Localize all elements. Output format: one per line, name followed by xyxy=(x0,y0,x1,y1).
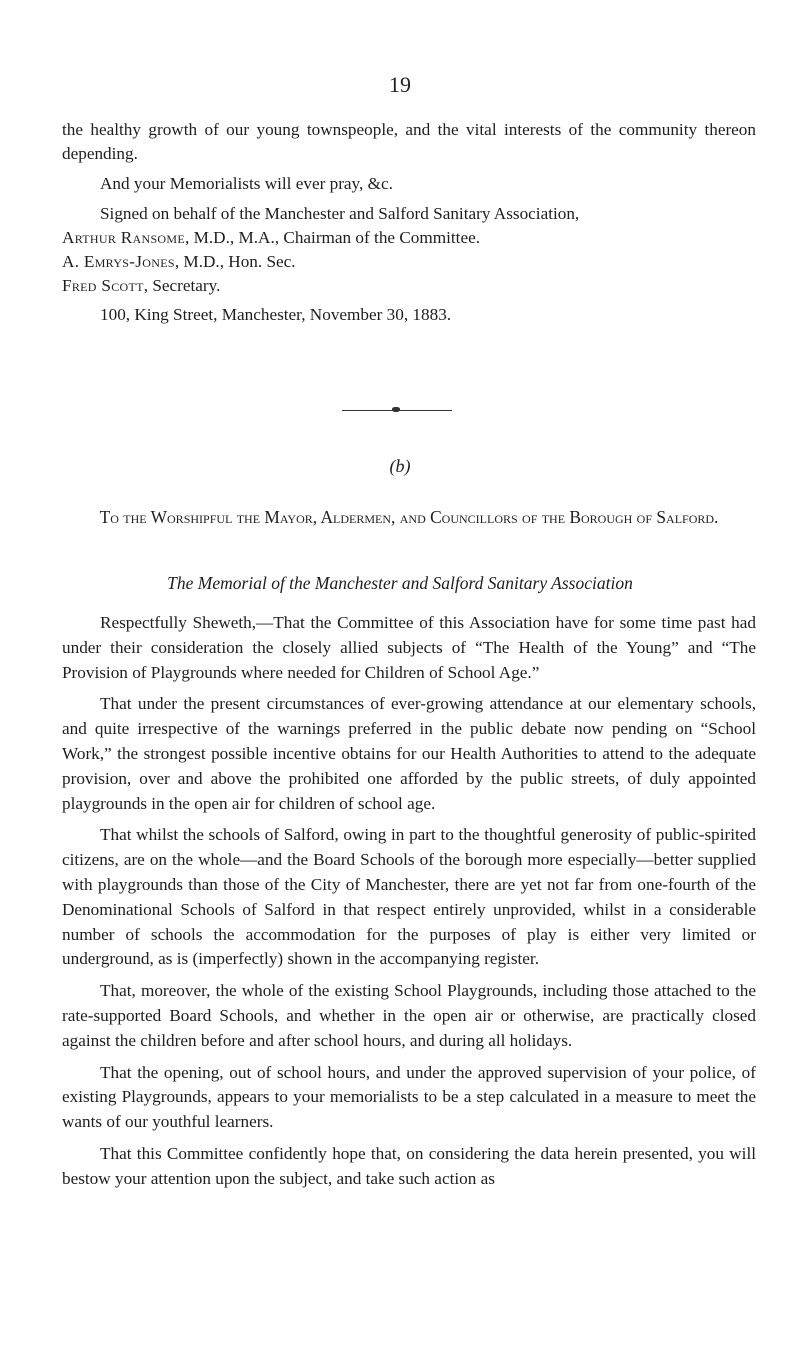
body-paragraph: That this Committee confidently hope that, on considering the data herein presented, you will bestow your attention upon the subject, and take such action as xyxy=(62,1143,756,1188)
signature-hon-sec xyxy=(62,250,756,274)
body-paragraph: That under the present circumstances of ever-growing attendance at our elementary schools, and quite irrespective of the warnings preferred in the public debate now pending on “School Work,” the strongest possible incentive obtains for our Health Authorities to attend to the adequate provision, over and above the prohibited one afforded by the public streets, of duly appointed playgrounds in the open air for children of school age. xyxy=(62,694,756,813)
body-paragraph: That, moreover, the whole of the existing School Playgrounds, including those attached to the rate-supported Board Schools, and whether in the open air or otherwise, are practically closed against the children before and after school hours, and during all holidays. xyxy=(62,981,756,1050)
signatory-title: , Secretary. xyxy=(143,276,221,295)
address-date-line: 100, King Street, Manchester, November 30, 1883. xyxy=(100,305,452,324)
closing-prayer: And your Memorialists will ever pray, &c. xyxy=(100,174,393,193)
signatory-name: Arthur Ransome xyxy=(62,228,185,247)
signatory-title: , M.D., M.A., Chairman of the Committee. xyxy=(185,228,481,247)
signatory-title: , M.D., Hon. Sec. xyxy=(174,252,296,271)
closing-paragraph: the healthy growth of our young townspeople, and the vital interests of the community thereon depending. xyxy=(62,120,756,163)
section-label: (b) xyxy=(389,456,411,476)
closing-block xyxy=(62,118,756,327)
body-paragraph: Respectfully Sheweth,—That the Committee of this Association have for some time past had under their consideration the closely allied subjects of “The Health of the Young” and “The Provision of Playgrounds where needed for Children of School Age.” xyxy=(62,613,756,682)
body-paragraph: That the opening, out of school hours, and under the approved supervision of your police, of existing Playgrounds, appears to your memorialists to be a step calculated in a measure to meet the wants of our youthful learners. xyxy=(62,1062,756,1132)
signed-on-behalf: Signed on behalf of the Manchester and Salford Sanitary Association, xyxy=(100,204,580,223)
signatory-name: Fred Scott xyxy=(62,276,144,295)
memorial-address: To the Worshipful the Mayor, Aldermen, and Councillors of the Borough of Salford. xyxy=(99,507,719,527)
divider-ornament xyxy=(392,407,400,412)
signature-secretary xyxy=(62,274,756,298)
memorial-body xyxy=(62,611,756,1192)
body-paragraph: That whilst the schools of Salford, owing in part to the thoughtful generosity of public-spirited citizens, are on the whole—and the Board Schools of the borough more especially—better supplied with playgrounds than those of the City of Manchester, there are yet not far from one-fourth of the Denominational Schools of Salford in that respect entirely unprovided, whilst in a considerable number of schools the accommodation for the purposes of play is either very limited or underground, as is (imperfectly) shown in the accompanying register. xyxy=(62,825,756,969)
signature-chairman xyxy=(62,226,756,250)
signatory-name: A. Emrys-Jones xyxy=(62,252,175,271)
page-number: 19 xyxy=(389,72,411,97)
memorial-title: The Memorial of the Manchester and Salford Sanitary Association xyxy=(167,573,633,593)
